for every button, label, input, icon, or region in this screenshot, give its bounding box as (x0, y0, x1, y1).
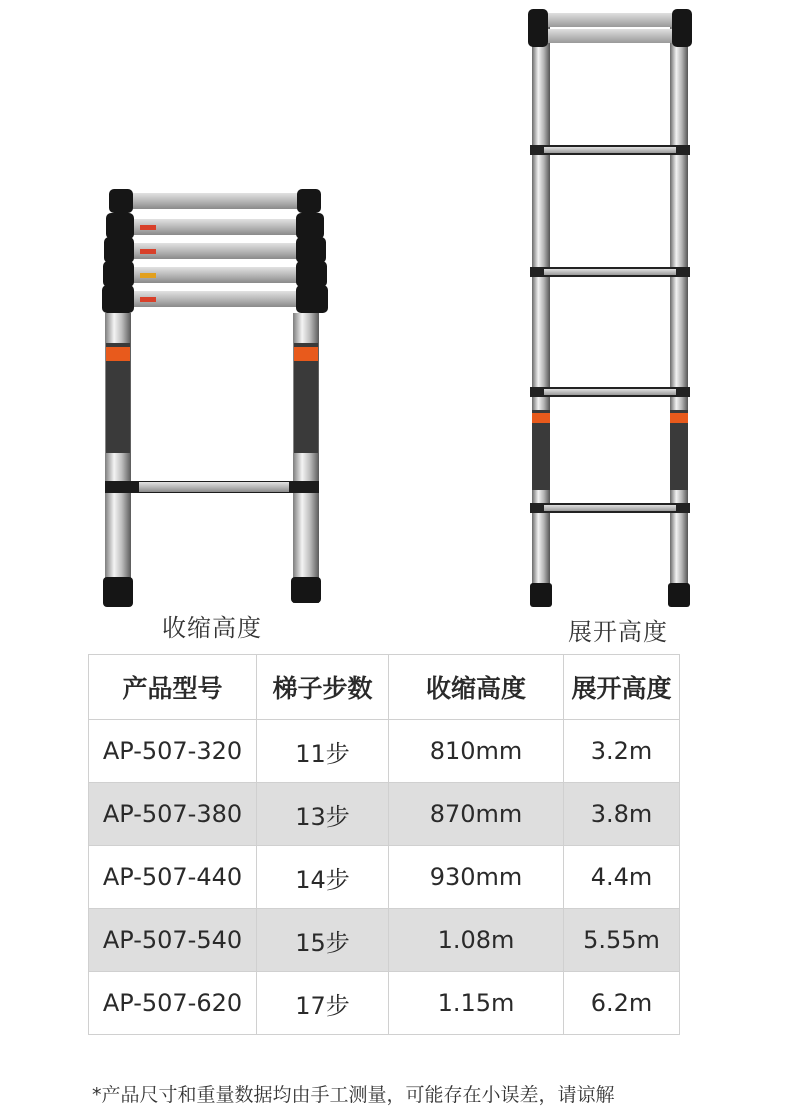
cell-model: AP-507-380 (89, 783, 257, 846)
cell-steps: 14步 (257, 846, 389, 909)
header-model: 产品型号 (89, 655, 257, 720)
cell-collapsed-height: 810mm (389, 720, 564, 783)
extended-ladder-image (520, 5, 700, 610)
table-row (89, 846, 680, 909)
table-row (89, 783, 680, 846)
collapsed-caption: 收缩高度 (162, 614, 262, 642)
cell-collapsed-height: 870mm (389, 783, 564, 846)
cell-model: AP-507-440 (89, 846, 257, 909)
collapsed-ladder-image (95, 185, 335, 615)
extended-caption: 展开高度 (568, 618, 668, 646)
cell-collapsed-height: 1.08m (389, 909, 564, 972)
table-header-row (89, 655, 680, 720)
cell-extended-height: 4.4m (564, 846, 680, 909)
cell-collapsed-height: 1.15m (389, 972, 564, 1035)
disclaimer-note: *产品尺寸和重量数据均由手工测量，可能存在小误差，请谅解 (92, 1084, 615, 1106)
table-row (89, 909, 680, 972)
collapsed-ladder-photo-icon (95, 185, 335, 615)
header-collapsed-height: 收缩高度 (389, 655, 564, 720)
cell-steps: 13步 (257, 783, 389, 846)
cell-model: AP-507-320 (89, 720, 257, 783)
table-row (89, 720, 680, 783)
cell-model: AP-507-620 (89, 972, 257, 1035)
cell-extended-height: 3.2m (564, 720, 680, 783)
cell-steps: 15步 (257, 909, 389, 972)
cell-extended-height: 3.8m (564, 783, 680, 846)
header-extended-height: 展开高度 (564, 655, 680, 720)
cell-collapsed-height: 930mm (389, 846, 564, 909)
extended-ladder-photo-icon (520, 5, 700, 610)
header-steps: 梯子步数 (257, 655, 389, 720)
cell-model: AP-507-540 (89, 909, 257, 972)
spec-table (88, 654, 680, 1035)
cell-steps: 11步 (257, 720, 389, 783)
cell-extended-height: 6.2m (564, 972, 680, 1035)
cell-extended-height: 5.55m (564, 909, 680, 972)
cell-steps: 17步 (257, 972, 389, 1035)
table-row (89, 972, 680, 1035)
